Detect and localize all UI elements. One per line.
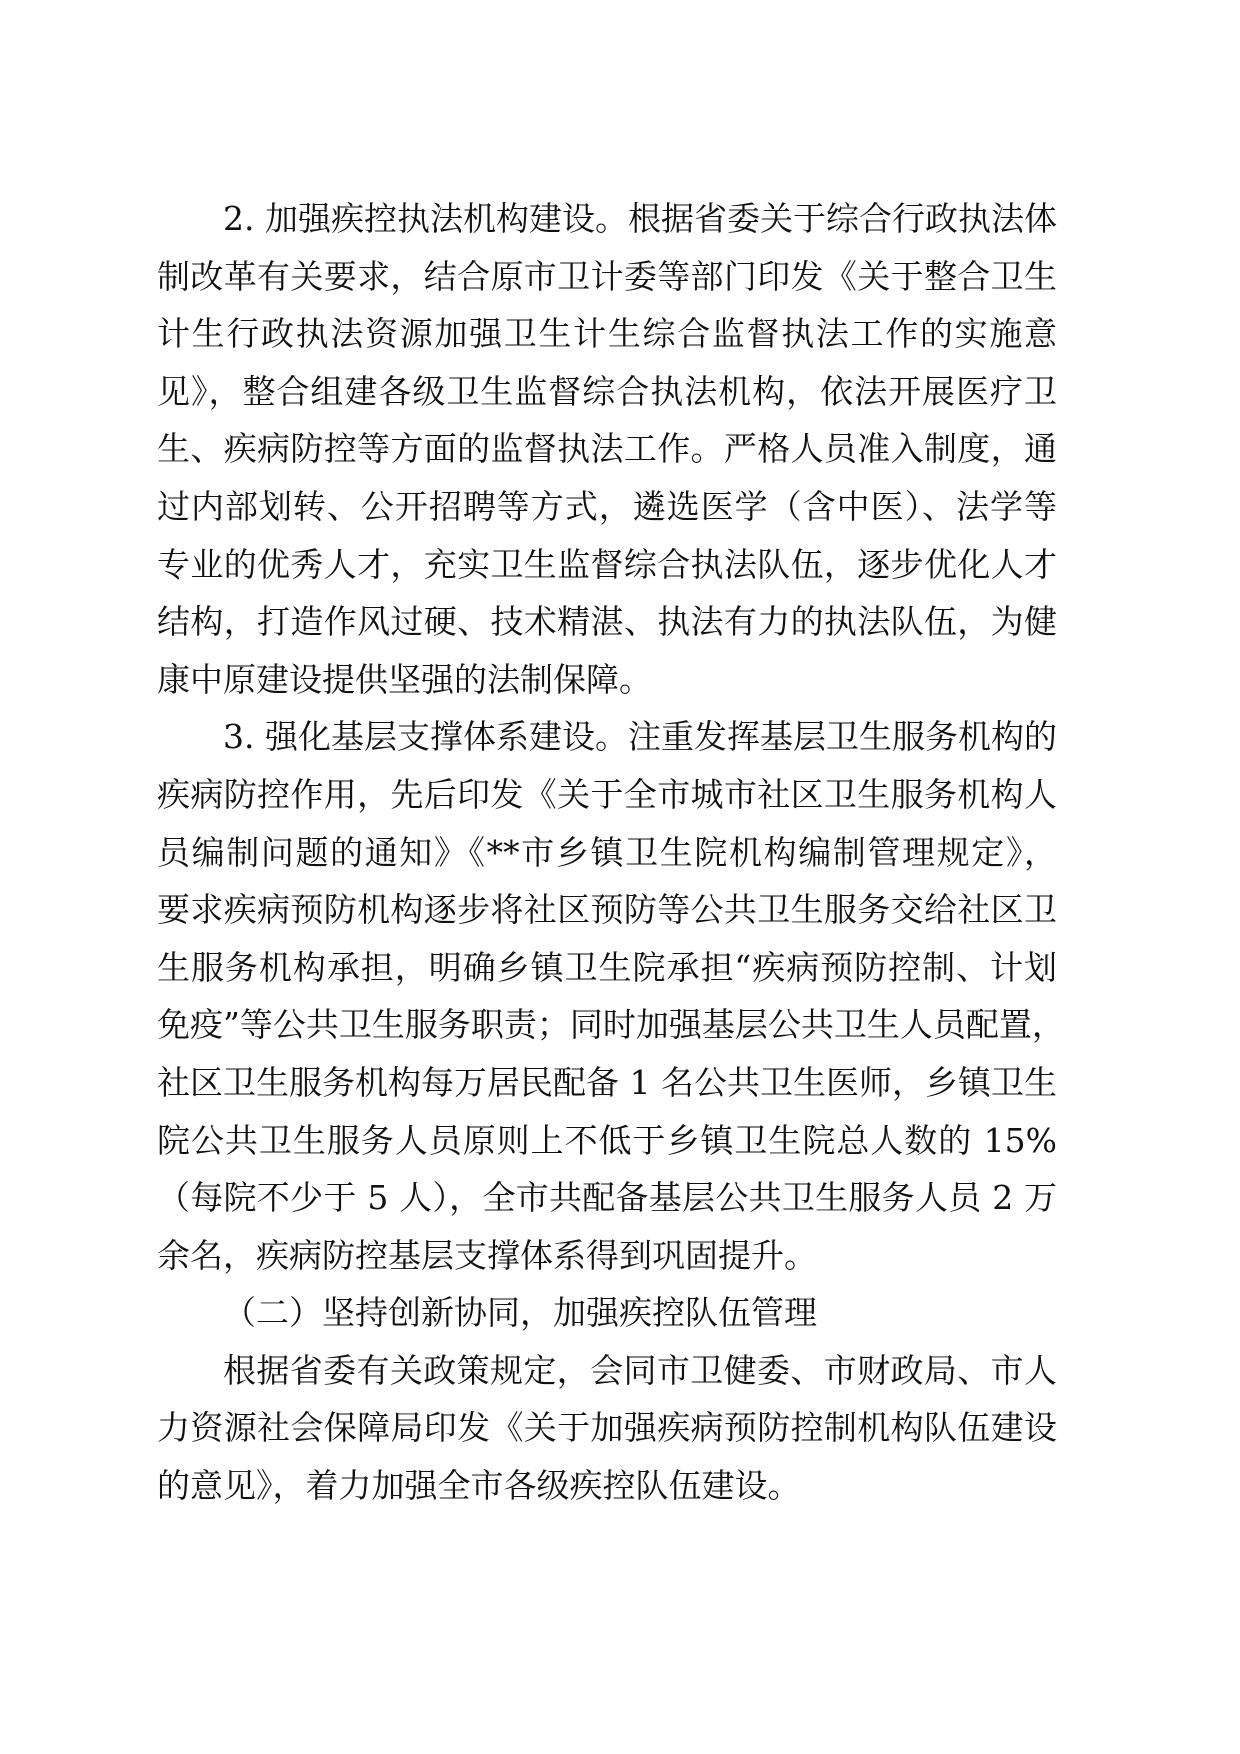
paragraph-line: 社区卫生服务机构每万居民配备 1 名公共卫生医师，乡镇卫生 bbox=[157, 1062, 1057, 1102]
paragraph-enforcement-institutions bbox=[157, 190, 1057, 708]
paragraph-line: 计生行政执法资源加强卫生计生综合监督执法工作的实施意 bbox=[157, 314, 1057, 354]
paragraph-line: 生服务机构承担，明确乡镇卫生院承担“疾病预防控制、计划 bbox=[157, 947, 1057, 987]
paragraph-line: 根据省委有关政策规定，会同市卫健委、市财政局、市人 bbox=[223, 1350, 1057, 1390]
paragraph-line: 免疫”等公共卫生服务职责；同时加强基层公共卫生人员配置， bbox=[157, 1005, 1065, 1045]
paragraph-line: 过内部划转、公开招聘等方式，遴选医学（含中医）、法学等 bbox=[157, 486, 1057, 526]
paragraph-line: 专业的优秀人才，充实卫生监督综合执法队伍，逐步优化人才 bbox=[157, 544, 1057, 584]
paragraph-line: 院公共卫生服务人员原则上不低于乡镇卫生院总人数的 15% bbox=[157, 1120, 1057, 1160]
paragraph-line: 要求疾病预防机构逐步将社区预防等公共卫生服务交给社区卫 bbox=[157, 890, 1057, 930]
paragraph-grassroots-support bbox=[157, 708, 1065, 1284]
paragraph-line: 员编制问题的通知》《**市乡镇卫生院机构编制管理规定》， bbox=[157, 832, 1057, 872]
paragraph-line: 2. 加强疾控执法机构建设。根据省委关于综合行政执法体 bbox=[223, 199, 1057, 238]
section-heading: （二）坚持创新协同，加强疾控队伍管理 bbox=[223, 1293, 817, 1333]
paragraph-line: 见》，整合组建各级卫生监督综合执法机构，依法开展医疗卫 bbox=[157, 371, 1057, 411]
paragraph-line: 疾病防控作用，先后印发《关于全市城市社区卫生服务机构人 bbox=[157, 774, 1057, 814]
paragraph-line: 生、疾病防控等方面的监督执法工作。严格人员准入制度，通 bbox=[157, 429, 1057, 469]
paragraph-line: 结构，打造作风过硬、技术精湛、执法有力的执法队伍，为健 bbox=[157, 602, 1057, 642]
paragraph-line: 的意见》，着力加强全市各级疾控队伍建设。 bbox=[157, 1466, 801, 1506]
paragraph-line: 制改革有关要求，结合原市卫计委等部门印发《关于整合卫生 bbox=[157, 256, 1057, 296]
paragraph-line: 余名，疾病防控基层支撑体系得到巩固提升。 bbox=[157, 1235, 817, 1275]
paragraph-line: 康中原建设提供坚强的法制保障。 bbox=[157, 659, 652, 699]
paragraph-line: 3. 强化基层支撑体系建设。注重发挥基层卫生服务机构的 bbox=[223, 717, 1057, 757]
paragraph-line: 力资源社会保障局印发《关于加强疾病预防控制机构队伍建设 bbox=[157, 1408, 1057, 1448]
paragraph-line: （每院不少于 5 人），全市共配备基层公共卫生服务人员 2 万 bbox=[157, 1178, 1057, 1218]
paragraph-team-building bbox=[157, 1342, 1057, 1515]
document-body bbox=[157, 190, 1065, 1515]
